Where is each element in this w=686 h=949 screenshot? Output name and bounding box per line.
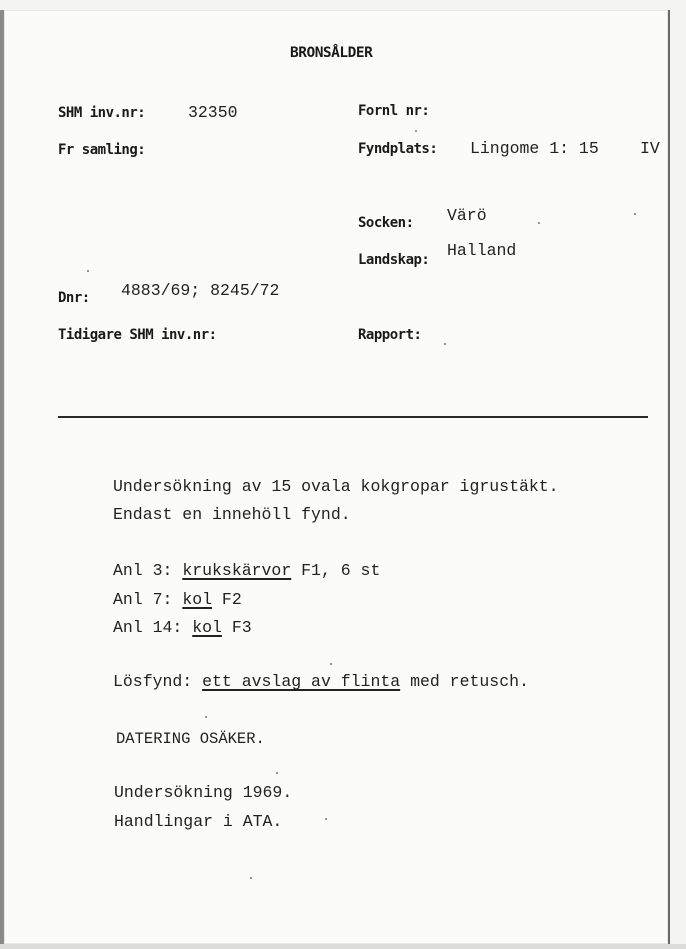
scan-speck — [444, 343, 446, 345]
anl-14-line — [113, 618, 252, 637]
scan-speck — [205, 716, 207, 718]
landskap-label: Landskap: — [358, 252, 430, 268]
anl-3-prefix: Anl 3: — [113, 561, 183, 580]
scan-bottom-edge — [0, 944, 686, 949]
losfynd-line — [113, 672, 529, 691]
scan-speck — [325, 818, 327, 820]
socken-value: Värö — [447, 206, 487, 225]
body-line-2: Endast en innehöll fynd. — [113, 505, 351, 524]
rapport-label: Rapport: — [358, 327, 422, 343]
losfynd-prefix: Lösfynd: — [113, 672, 203, 691]
scan-speck — [87, 270, 89, 272]
anl-14-item: kol — [192, 618, 222, 637]
shm-inv-label: SHM inv.nr: — [58, 105, 146, 121]
handlingar-text: Handlingar i ATA. — [114, 812, 283, 831]
anl-3-item: krukskärvor — [182, 561, 292, 580]
scan-speck — [250, 877, 252, 879]
tidigare-shm-label: Tidigare SHM inv.nr: — [58, 327, 217, 343]
anl-14-suffix: F3 — [221, 618, 252, 637]
anl-7-item: kol — [182, 590, 213, 609]
fyndplats-value: Lingome 1: 15 — [470, 139, 599, 158]
body-line-1: Undersökning av 15 ovala kokgropar igrustäkt. — [113, 477, 559, 496]
anl-3-line — [113, 561, 380, 580]
section-divider — [58, 416, 648, 418]
dnr-value: 4883/69; 8245/72 — [121, 281, 280, 300]
scan-speck — [276, 772, 278, 774]
shm-inv-value: 32350 — [188, 103, 238, 122]
fornl-label: Fornl nr: — [358, 103, 430, 119]
anl-7-suffix: F2 — [212, 590, 242, 609]
fyndplats-label: Fyndplats: — [358, 141, 438, 157]
fyndplats-suffix: IV — [640, 139, 660, 158]
losfynd-item: ett avslag av flinta — [202, 672, 401, 691]
card-title: BRONSÅLDER — [290, 45, 373, 61]
fr-samling-label: Fr samling: — [58, 142, 146, 158]
scan-right-edge — [670, 0, 686, 949]
dnr-label: Dnr: — [58, 290, 90, 306]
losfynd-suffix: med retusch. — [400, 672, 529, 691]
landskap-value: Halland — [447, 241, 517, 260]
datering-text: DATERING OSÄKER. — [116, 730, 265, 748]
scan-speck — [634, 213, 636, 215]
scan-speck — [415, 130, 417, 132]
anl-3-suffix: F1, 6 st — [291, 561, 381, 580]
anl-7-line — [113, 590, 242, 609]
undersokning-year-text: Undersökning 1969. — [114, 783, 293, 802]
anl-7-prefix: Anl 7: — [113, 590, 183, 609]
scan-speck — [538, 222, 540, 224]
scan-speck — [330, 663, 332, 665]
anl-14-prefix: Anl 14: — [113, 618, 193, 637]
scan-top-edge — [0, 0, 686, 10]
socken-label: Socken: — [358, 215, 414, 231]
